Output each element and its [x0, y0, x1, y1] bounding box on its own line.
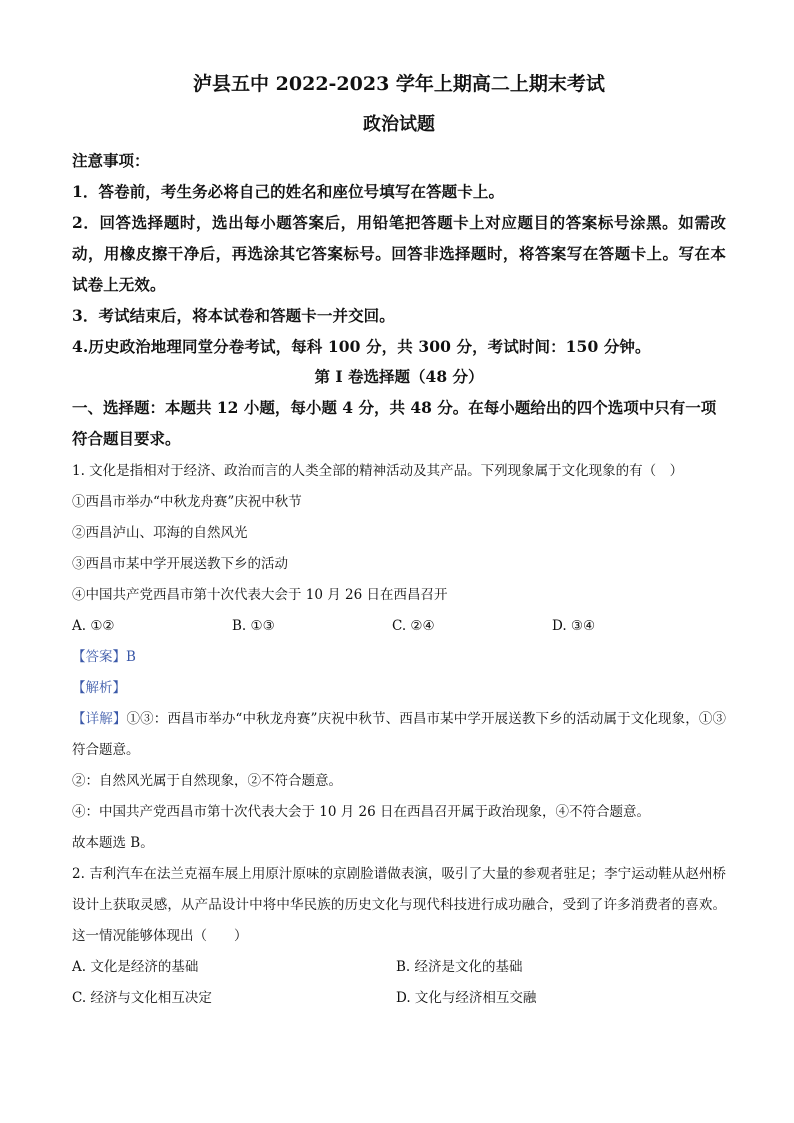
question-1-item: ④中国共产党西昌市第十次代表大会于 10 月 26 日在西昌召开 — [72, 587, 448, 603]
option-a: A. 文化是经济的基础 — [72, 959, 199, 975]
option-d: D. 文化与经济相互交融 — [396, 990, 537, 1006]
question-2 — [72, 859, 726, 1014]
option-c: C. 经济与文化相互决定 — [72, 990, 212, 1006]
question-1-item: ①西昌市举办“中秋龙舟赛”庆祝中秋节 — [72, 494, 302, 510]
question-2-options-row-2 — [72, 983, 726, 1014]
option-b: B. 经济是文化的基础 — [396, 959, 523, 975]
detail-line: ④：中国共产党西昌市第十次代表大会于 10 月 26 日在西昌召开属于政治现象，④不符合题意。 — [72, 804, 651, 820]
option-c: C. ②④ — [392, 618, 435, 634]
question-1-item: ②西昌泸山、邛海的自然风光 — [72, 525, 248, 541]
option-b: B. ①③ — [232, 618, 275, 634]
exam-title: 泸县五中 2022-2023 学年上期高二上期末考试 — [193, 73, 605, 95]
notice-heading: 注意事项： — [72, 151, 150, 170]
question-1-stem: 1. 文化是指相对于经济、政治而言的人类全部的精神活动及其产品。下列现象属于文化现象的有（ ） — [72, 463, 684, 479]
notice-item-1: 1．答卷前，考生务必将自己的姓名和座位号填写在答题卡上。 — [72, 182, 505, 201]
detail-line: 故本题选 B。 — [72, 835, 154, 851]
question-1-options — [72, 611, 726, 642]
section-title: 第 I 卷选择题（48 分） — [314, 367, 484, 386]
detail-label: 【详解】 — [72, 711, 127, 727]
detail-paragraph — [72, 704, 726, 766]
analysis-label: 【解析】 — [72, 680, 126, 696]
notice-item-4: 4.历史政治地理同堂分卷考试，每科 100 分，共 300 分，考试时间：150 分钟。 — [72, 337, 651, 356]
answer-label: 【答案】B — [72, 649, 136, 665]
question-2-stem: 2. 吉利汽车在法兰克福车展上用原汁原味的京剧脸谱做表演，吸引了大量的参观者驻足；李宁运动鞋从赵州桥设计上获取灵感，从产品设计中将中华民族的历史文化与现代科技进行成功融合，受到了许多消费者的喜欢。这一情况能够体现出（ ） — [72, 866, 726, 944]
exam-page — [72, 64, 726, 1014]
option-d: D. ③④ — [552, 618, 596, 634]
question-2-options-row-1 — [72, 952, 726, 983]
detail-line: ①③：西昌市举办“中秋龙舟赛”庆祝中秋节、西昌市某中学开展送教下乡的活动属于文化现象，①③符合题意。 — [72, 711, 726, 758]
question-1-item: ③西昌市某中学开展送教下乡的活动 — [72, 556, 288, 572]
exam-subtitle: 政治试题 — [363, 114, 435, 135]
detail-line: ②：自然风光属于自然现象，②不符合题意。 — [72, 773, 342, 789]
section-instruction: 一、选择题：本题共 12 小题，每小题 4 分，共 48 分。在每小题给出的四个选项中只有一项符合题目要求。 — [72, 398, 717, 448]
notice-item-2: 2．回答选择题时，选出每小题答案后，用铅笔把答题卡上对应题目的答案标号涂黑。如需改动，用橡皮擦干净后，再选涂其它答案标号。回答非选择题时，将答案写在答题卡上。写在本试卷上无效。 — [72, 213, 726, 294]
question-1 — [72, 456, 726, 859]
notice-item-3: 3．考试结束后，将本试卷和答题卡一并交回。 — [72, 306, 395, 325]
option-a: A. ①② — [72, 618, 115, 634]
